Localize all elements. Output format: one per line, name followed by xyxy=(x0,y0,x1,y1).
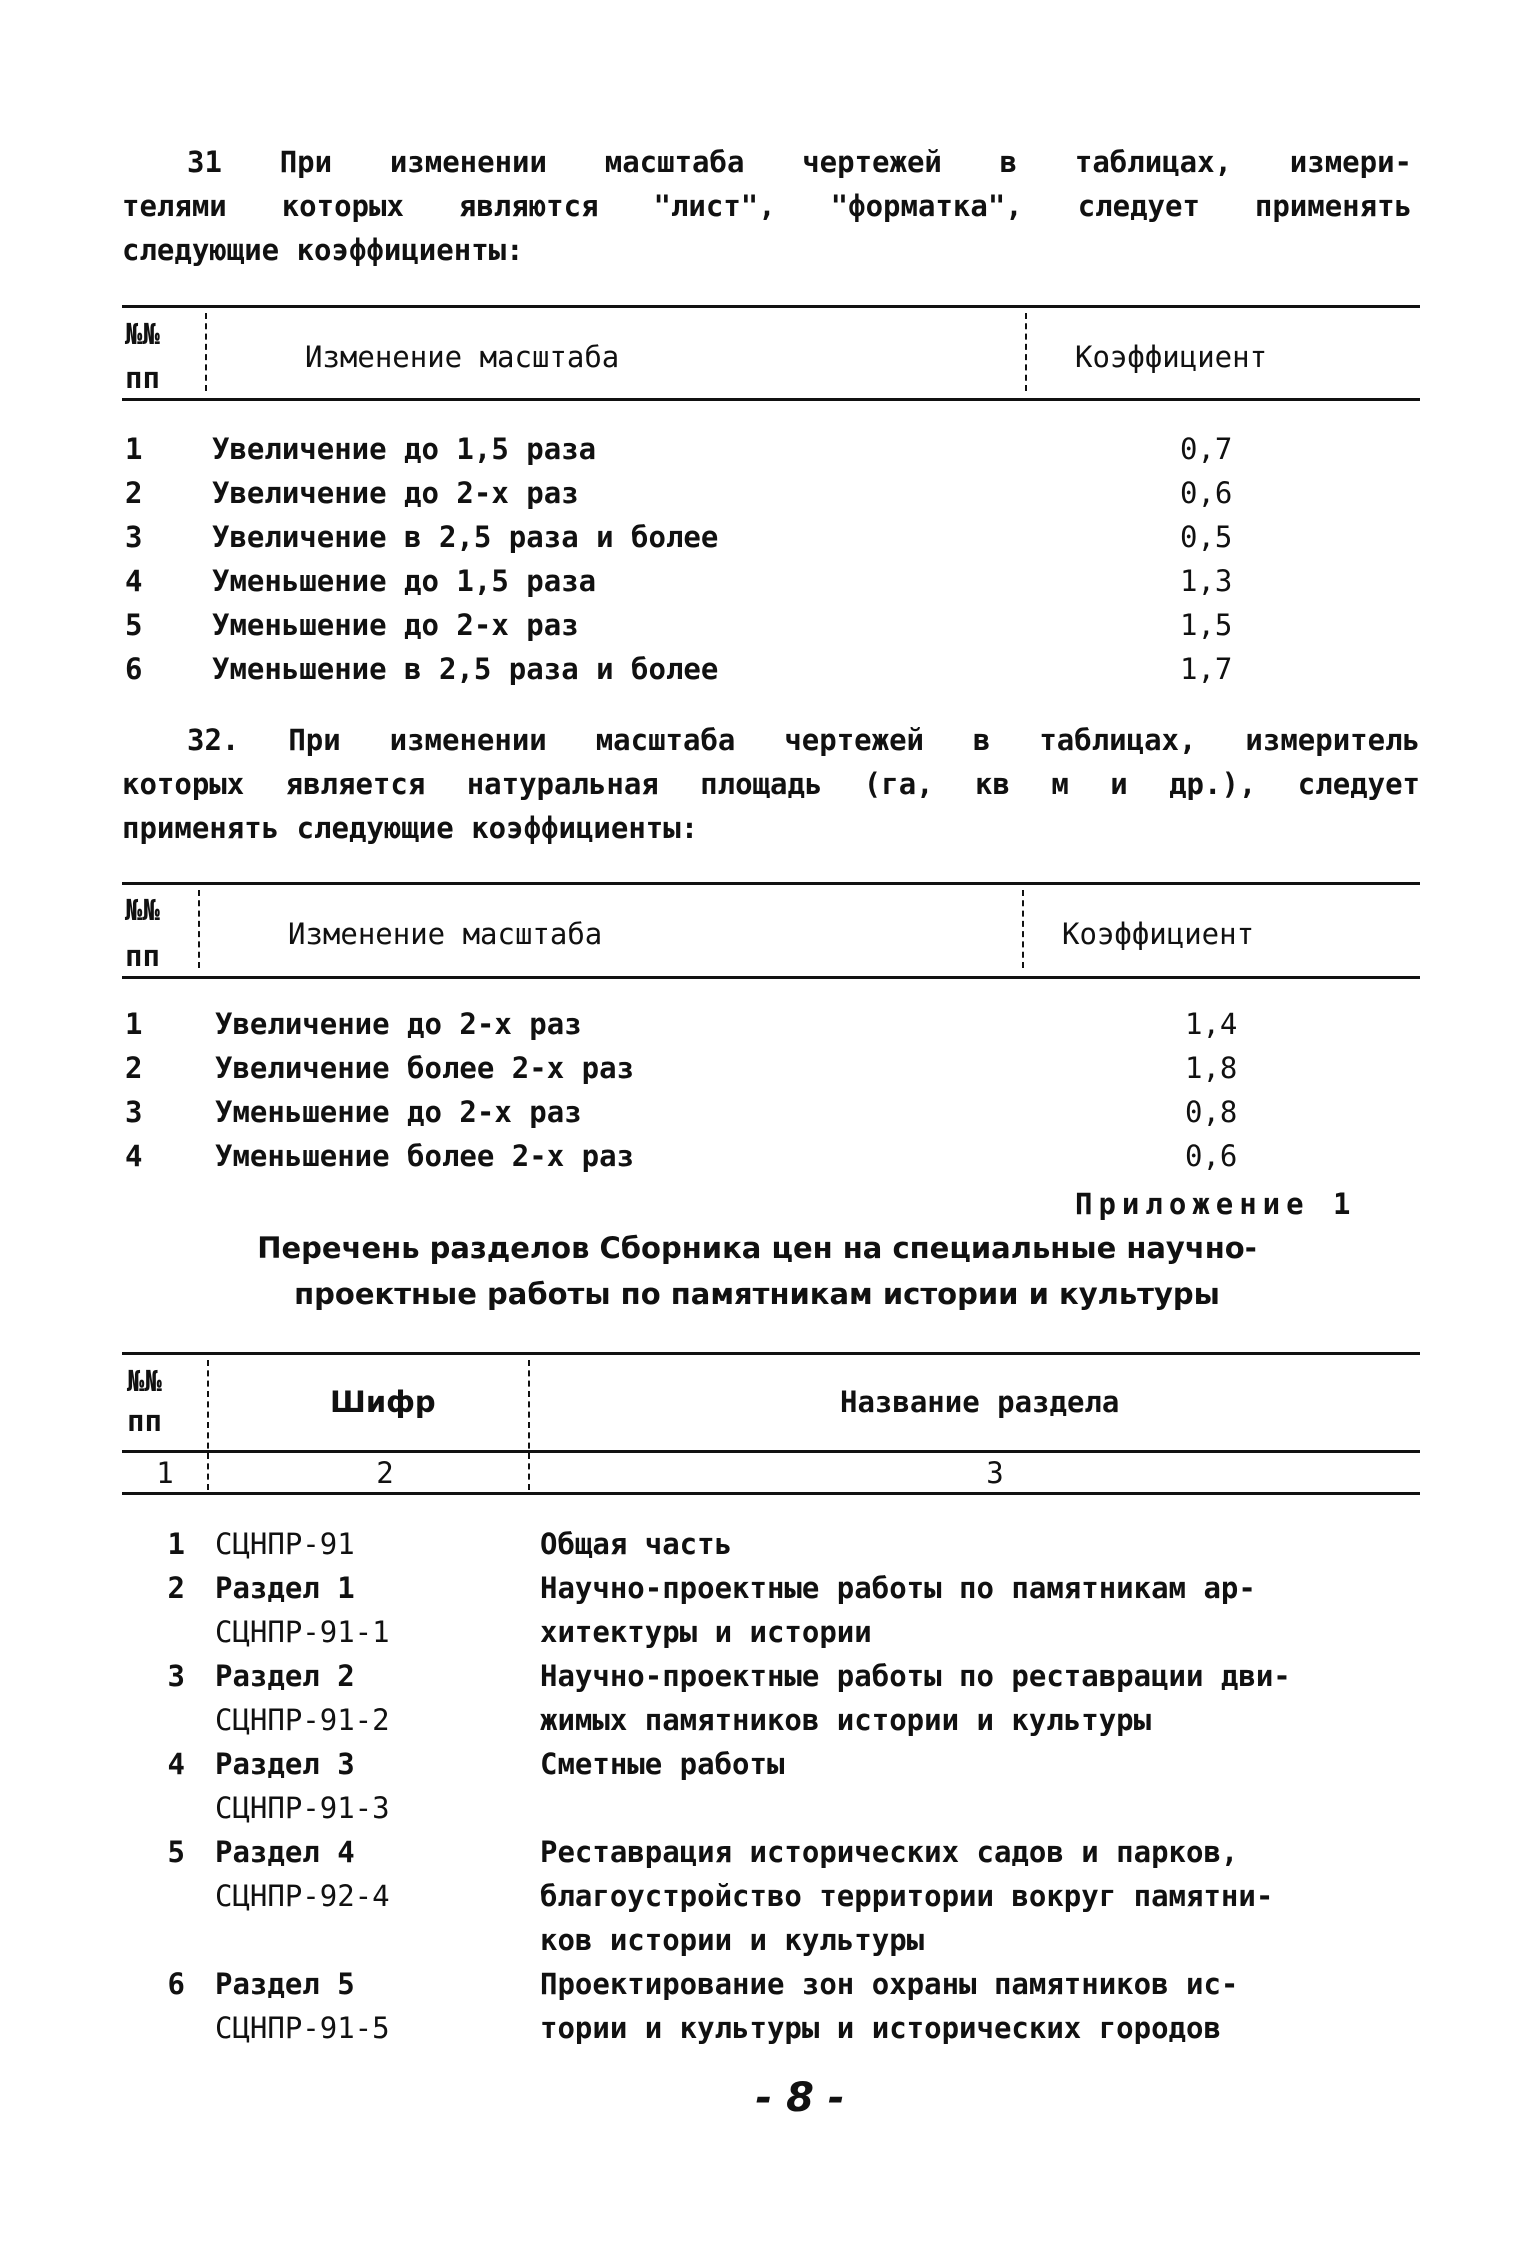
table-row-num: 5 xyxy=(125,608,143,642)
table-rule xyxy=(122,1492,1420,1495)
table-row-num: 4 xyxy=(125,564,143,598)
table-column-divider xyxy=(1022,890,1024,968)
table-row-name: Сметные работы xyxy=(540,1747,785,1781)
table-row-num: 5 xyxy=(167,1835,185,1869)
header-num-label: №№ xyxy=(127,1364,162,1398)
table-row-change: Уменьшение до 2-х раз xyxy=(215,1095,582,1129)
table-row-code: СЦНПР-91-3 xyxy=(215,1791,390,1825)
table-row-code: СЦНПР-91-5 xyxy=(215,2011,390,2045)
table-row-coef: 1,4 xyxy=(1185,1007,1238,1041)
paragraph-32 xyxy=(122,718,1420,850)
table-row-change: Уменьшение в 2,5 раза и более xyxy=(212,652,719,686)
table-row-name: Научно-проектные работы по памятникам ар- xyxy=(540,1571,1256,1605)
table-row-change: Увеличение до 2-х раз xyxy=(212,476,579,510)
header-num-label: пп xyxy=(127,1404,162,1438)
paragraph-31 xyxy=(122,140,1412,272)
table-row-change: Уменьшение до 2-х раз xyxy=(212,608,579,642)
table-rule xyxy=(122,1352,1420,1355)
table-row-name: благоустройство территории вокруг памятни- xyxy=(540,1879,1274,1913)
table-row-change: Увеличение до 1,5 раза xyxy=(212,432,597,466)
table-row-code: Раздел 1 xyxy=(215,1571,355,1605)
table-row-code: Раздел 2 xyxy=(215,1659,355,1693)
table-row-code: СЦНПР-91-1 xyxy=(215,1615,390,1649)
table-row-code: СЦНПР-91-2 xyxy=(215,1703,390,1737)
table-row-num: 3 xyxy=(125,1095,143,1129)
appendix-title-line: Перечень разделов Сборника цен на специальные научно- xyxy=(257,1231,1257,1265)
header-num-label: пп xyxy=(125,939,160,973)
table-row-num: 3 xyxy=(167,1659,185,1693)
table-row-num: 6 xyxy=(167,1967,185,2001)
page-number: - 8 - xyxy=(755,2075,845,2121)
table-row-num: 4 xyxy=(167,1747,185,1781)
paragraph-31-line: телями которых являются "лист", "форматка", следует применять xyxy=(122,189,1412,223)
table-row-num: 6 xyxy=(125,652,143,686)
table-row-num: 4 xyxy=(125,1139,143,1173)
appendix-title-line: проектные работы по памятникам истории и культуры xyxy=(294,1277,1220,1311)
appendix-label: Приложение 1 xyxy=(1075,1187,1357,1221)
table-column-divider xyxy=(207,1360,209,1490)
table-column-divider xyxy=(198,890,200,968)
table-row-num: 1 xyxy=(125,1007,143,1041)
paragraph-31-line: 31 При изменении масштаба чертежей в таблицах, измери- xyxy=(187,145,1412,179)
table-row-code: СЦНПР-92-4 xyxy=(215,1879,390,1913)
table-row-coef: 0,7 xyxy=(1180,432,1233,466)
table-column-divider xyxy=(528,1360,530,1490)
table-rule xyxy=(122,305,1420,308)
table-row-coef: 1,5 xyxy=(1180,608,1233,642)
table-row-name: Научно-проектные работы по реставрации дви- xyxy=(540,1659,1291,1693)
header-num-label: №№ xyxy=(125,317,160,351)
table-row-code: СЦНПР-91 xyxy=(215,1527,355,1561)
table-row-num: 2 xyxy=(125,1051,143,1085)
header-section-name: Название раздела xyxy=(840,1385,1120,1419)
table-row-num: 1 xyxy=(125,432,143,466)
table-row-coef: 0,6 xyxy=(1185,1139,1238,1173)
table-row-change: Уменьшение более 2-х раз xyxy=(215,1139,635,1173)
column-number: 3 xyxy=(986,1456,1004,1490)
table-row-coef: 0,6 xyxy=(1180,476,1233,510)
table-row-name: тории и культуры и исторических городов xyxy=(540,2011,1221,2045)
header-scale-change: Изменение масштаба xyxy=(288,917,603,951)
table-row-name: Реставрация исторических садов и парков, xyxy=(540,1835,1239,1869)
table-row-num: 2 xyxy=(167,1571,185,1605)
table-rule xyxy=(122,1450,1420,1453)
table-row-change: Увеличение до 2-х раз xyxy=(215,1007,582,1041)
header-num-label: №№ xyxy=(125,893,160,927)
table-row-coef: 1,8 xyxy=(1185,1051,1238,1085)
table-row-name: Проектирование зон охраны памятников ис- xyxy=(540,1967,1239,2001)
paragraph-32-line: применять следующие коэффициенты: xyxy=(122,811,699,845)
table-row-code: Раздел 4 xyxy=(215,1835,355,1869)
table-row-change: Увеличение в 2,5 раза и более xyxy=(212,520,719,554)
table-row-coef: 1,7 xyxy=(1180,652,1233,686)
header-scale-change: Изменение масштаба xyxy=(305,340,620,374)
header-code: Шифр xyxy=(330,1385,436,1419)
header-coefficient: Коэффициент xyxy=(1075,340,1268,374)
table-row-coef: 0,8 xyxy=(1185,1095,1238,1129)
table-row-change: Увеличение более 2-х раз xyxy=(215,1051,635,1085)
paragraph-32-line: 32. При изменении масштаба чертежей в таблицах, измеритель xyxy=(187,723,1420,757)
table-row-change: Уменьшение до 1,5 раза xyxy=(212,564,597,598)
table-row-coef: 1,3 xyxy=(1180,564,1233,598)
table-row-code: Раздел 3 xyxy=(215,1747,355,1781)
table-rule xyxy=(122,398,1420,401)
table-rule xyxy=(122,976,1420,979)
header-num-label: пп xyxy=(125,361,160,395)
appendix-title xyxy=(122,1225,1392,1317)
table-rule xyxy=(122,882,1420,885)
paragraph-31-line: следующие коэффициенты: xyxy=(122,233,524,267)
table-column-divider xyxy=(1025,313,1027,391)
table-row-code: Раздел 5 xyxy=(215,1967,355,2001)
table-row-num: 1 xyxy=(167,1527,185,1561)
table-row-num: 3 xyxy=(125,520,143,554)
table-column-divider xyxy=(205,313,207,391)
table-row-name: хитектуры и истории xyxy=(540,1615,872,1649)
table-row-name: жимых памятников истории и культуры xyxy=(540,1703,1152,1737)
column-number: 2 xyxy=(376,1456,394,1490)
header-coefficient: Коэффициент xyxy=(1062,917,1255,951)
column-number: 1 xyxy=(156,1456,174,1490)
table-row-coef: 0,5 xyxy=(1180,520,1233,554)
paragraph-32-line: которых является натуральная площадь (га, кв м и др.), следует xyxy=(122,767,1420,801)
table-row-name: ков истории и культуры xyxy=(540,1923,925,1957)
table-row-name: Общая часть xyxy=(540,1527,733,1561)
table-row-num: 2 xyxy=(125,476,143,510)
